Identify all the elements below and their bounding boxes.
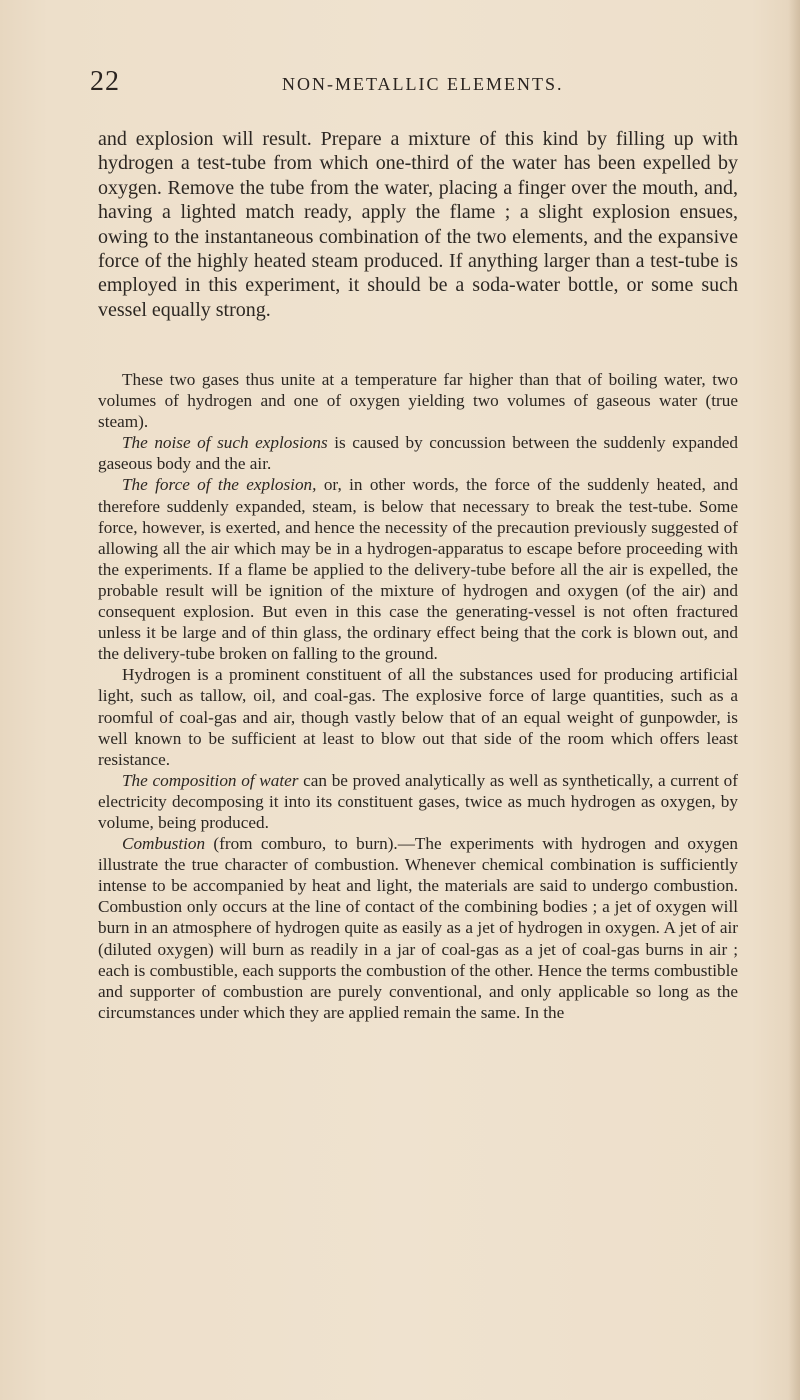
- paragraph-text: Hydrogen is a prominent constituent of all the substances used for producing artificial light, such as tallow, oil, and coal-gas. The explosive force of large quantities, such as a roomful of coal-gas and air, though vastly below that of an equal weight of gunpowder, is well known to be sufficient at least to blow out that side of the room which offers least resistance.: [98, 665, 738, 769]
- paragraph-text: can be proved analytically as well as synthetically, a current of electricity decomposing it into its constituent gases, twice as much hydrogen as oxygen, by volume, being produced.: [98, 770, 738, 832]
- paragraph-lead-italic: The force of the explosion,: [122, 475, 317, 495]
- page-edge-shadow: [788, 0, 800, 1400]
- paragraph-text: or, in other words, the force of the suddenly heated, and therefore suddenly expanded, steam, is below that necessary to break the test-tube. Some force, however, is exerted, and hence the necessity of the precaution previously suggested of allowing all the air which may be in a hydrogen-apparatus to escape before proceeding with the experiments. If a flame be applied to the delivery-tube before all the air is expelled, the probable result will be ignition of the mixture of hydrogen and oxygen (of the air) and consequent explosion. But even in this case the generating-vessel is not often fractured unless it be large and of thin glass, the ordinary effect being that the cork is blown out, and the delivery-tube broken on falling to the ground.: [98, 475, 738, 664]
- paragraph-force: [98, 474, 738, 664]
- paragraph-text: (from comburo, to burn).—The experiments with hydrogen and oxygen illustrate the true character of combustion. Whenever chemical combination is sufficiently intense to be accompanied by heat and light, the materials are said to undergo combustion. Combustion only occurs at the line of contact of the combining bodies ; a jet of oxygen will burn in an atmosphere of hydrogen quite as easily as a jet of hydrogen in oxygen. A jet of air (diluted oxygen) will burn as readily in a jar of coal-gas as a jet of coal-gas burns in air ; each is combustible, each supports the combustion of the other. Hence the terms combustible and supporter of combustion are purely conventional, and only applicable so long as the circumstances under which they are applied remain the same. In the: [98, 834, 738, 1022]
- opening-paragraph: and explosion will result. Prepare a mixture of this kind by filling up with hydrogen a test-tube from which one-third of the water has been expelled by oxygen. Remove the tube from the water, placing a finger over the mouth, and, having a lighted match ready, apply the flame ; a slight explosion ensues, owing to the instantaneous combination of the two elements, and the expansive force of the highly heated steam produced. If anything larger than a test-tube is employed in this experiment, it should be a soda-water bottle, or some such vessel equally strong.: [98, 128, 738, 321]
- paragraph-text: These two gases thus unite at a temperature far higher than that of boiling water, two volumes of hydrogen and one of oxygen yielding two volumes of gaseous water (true steam).: [98, 370, 738, 432]
- opening-paragraph-block: [98, 127, 738, 322]
- body-text: [98, 369, 738, 1023]
- paragraph-lead-italic: Combustion: [122, 834, 206, 854]
- paragraph-lead-italic: The composition of water: [122, 770, 299, 790]
- paragraph-hydrogen-light: [98, 664, 738, 769]
- paragraph-text: is caused by concussion between the suddenly expanded gaseous body and the air.: [98, 433, 739, 474]
- paragraph-composition: [98, 770, 738, 833]
- paragraph-lead-italic: The noise of such explosions: [122, 433, 328, 453]
- paragraph-gases-unite: [98, 369, 738, 432]
- page-number: 22: [90, 66, 120, 97]
- running-title: NON-METALLIC ELEMENTS.: [282, 74, 564, 94]
- paragraph-combustion: [98, 833, 738, 1023]
- paragraph-noise: [98, 432, 738, 474]
